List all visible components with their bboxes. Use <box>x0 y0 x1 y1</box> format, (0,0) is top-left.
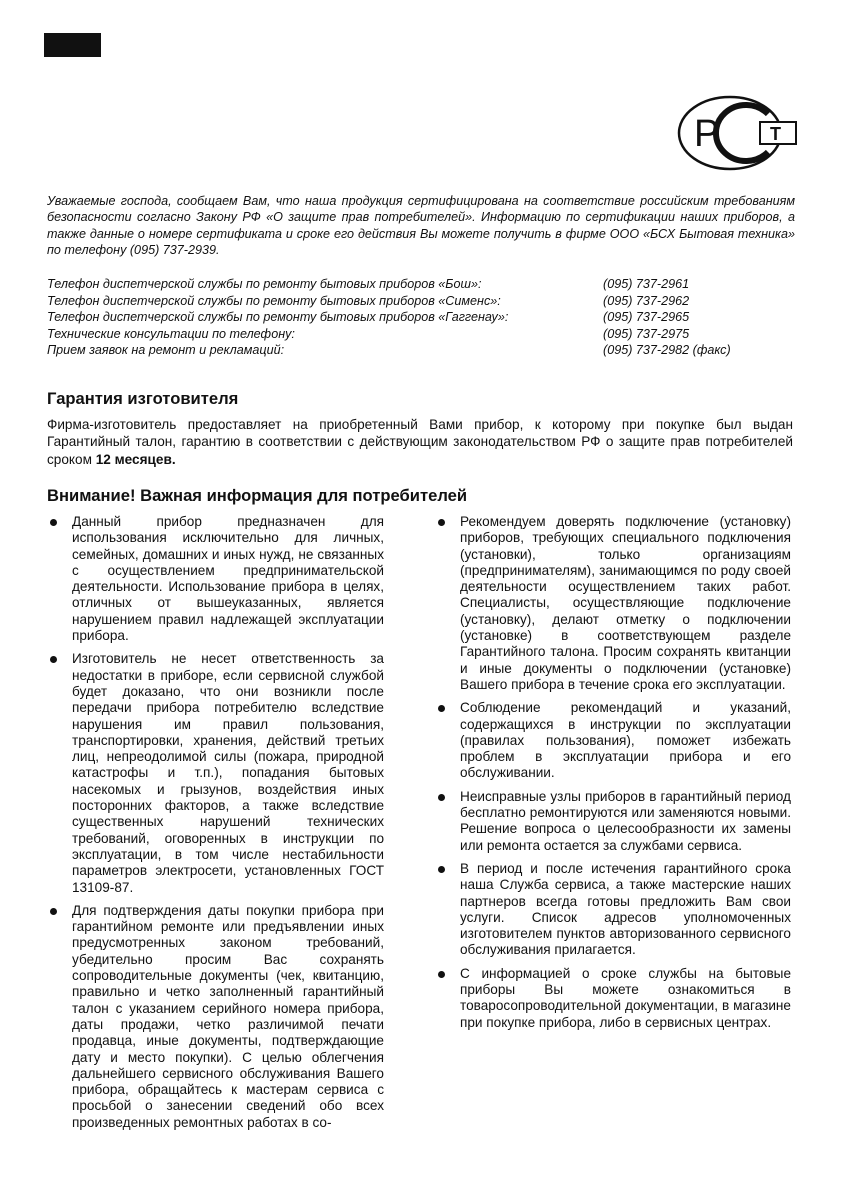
page-marker-tab <box>44 33 101 57</box>
phone-row <box>47 309 795 326</box>
phone-label: Технические консультации по телефону: <box>47 326 295 341</box>
certification-intro: Уважаемые господа, сообщаем Вам, что наша продукция сертифицирована на соответствие российским требованиям безопасности согласно Закону РФ «О защите прав потребителей». Информацию по сертификации наших приборов, а также данные о номере сертификата и сроке его действия Вы можете получить в фирме ООО «БСХ Бытовая техника» по телефону (095) 737-2939. <box>47 194 795 257</box>
phone-row <box>47 342 795 359</box>
list-item: Для подтверждения даты покупки прибора при гарантийном ремонте или предъявлении иных предусмотренных законом требований, убедительно просим Вас сохранять сопроводительные документы (чек, квитанцию, правильно и четко заполненный гарантийный талон с указанием серийного номера прибора, даты продажи, четко различимой печати продавца, иные документы, подтверждающие дату и место покупки). С целью облегчения дальнейшего сервисного обслуживания Вашего прибора, обращайтесь к мастерам сервиса с просьбой о занесении сведений обо всех произведенных ремонтных работах в со- <box>48 903 384 1131</box>
list-item: В период и после истечения гарантийного срока наша Служба сервиса, а также мастерские наших партнеров всегда готовы предложить Вам свои услуги. Список адресов уполномоченных изготовителем пунктов авторизованного сервисного обслуживания прилагается. <box>436 861 791 959</box>
phone-label: Телефон диспетчерской службы по ремонту бытовых приборов «Сименс»: <box>47 293 501 308</box>
rst-certification-mark-icon <box>676 94 800 172</box>
notice-heading: Внимание! Важная информация для потребителей <box>47 486 468 505</box>
phone-number: (095) 737-2975 <box>603 326 690 341</box>
list-item: Данный прибор предназначен для использования исключительно для личных, семейных, домашних и иных нужд, не связанных с осуществлением предпринимательской деятельности. Использование прибора в целях, отличных от вышеуказанных, является нарушением правил надлежащей эксплуатации прибора. <box>48 514 384 644</box>
warranty-body: Фирма-изготовитель предоставляет на приобретенный Вами прибор, к которому при покупке был выдан Гарантийный талон, гарантию в соответствии с действующим законодательством РФ о защите прав потребителей сроком <box>47 417 793 467</box>
notice-right-column <box>436 514 791 1038</box>
phone-row <box>47 293 795 310</box>
list-item: Изготовитель не несет ответственность за недостатки в приборе, если сервисной службой будет доказано, что они возникли после передачи прибора потребителю вследствие нарушения им правил пользования, транспортировки, хранения, действий третьих лиц, непреодолимой силы (пожара, природной катастрофы и т.п.), попадания бытовых насекомых и грызунов, воздействия иных посторонних факторов, а также вследствие существенных нарушений технических требований, оговоренных в инструкции по эксплуатации, в том числе нестабильности параметров электросети, установленных ГОСТ 13109-87. <box>48 651 384 895</box>
phone-row <box>47 276 795 293</box>
phone-label: Прием заявок на ремонт и рекламаций: <box>47 343 285 357</box>
phone-label: Телефон диспетчерской службы по ремонту бытовых приборов «Бош»: <box>47 277 482 291</box>
warranty-term: 12 месяцев. <box>95 451 176 467</box>
phone-number: (095) 737-2961 <box>603 277 690 291</box>
list-item: Соблюдение рекомендаций и указаний, содержащихся в инструкции по эксплуатации (правилах пользования), поможет избежать проблем в эксплуатации прибора и его обслуживании. <box>436 700 791 781</box>
notice-left-column <box>48 514 384 1130</box>
warranty-heading: Гарантия изготовителя <box>47 389 239 408</box>
list-item: Рекомендуем доверять подключение (установку) приборов, требующих специального подключения (установки), только организациям (предпринимателям), занимающимся по роду своей деятельности осуществлением таких работ. Специалисты, осуществляющие подключение (установку), делают отметку о подключении (установке) в соответствующем разделе Гарантийного талона. Просим сохранять квитанции и иные документы о подключении (установке) Вашего прибора в течение срока его эксплуатации. <box>436 514 791 693</box>
list-item: Неисправные узлы приборов в гарантийный период бесплатно ремонтируются или заменяются новыми. Решение вопроса о целесообразности их замены или ремонта остается за службами сервиса. <box>436 789 791 854</box>
logo-letter-r: Р <box>694 113 720 155</box>
logo-letter-t: Т <box>770 124 781 144</box>
list-item: С информацией о сроке службы на бытовые приборы Вы можете ознакомиться в товаросопроводительной документации, в магазине при покупке прибора, либо в сервисных центрах. <box>436 966 791 1031</box>
phone-label: Телефон диспетчерской службы по ремонту бытовых приборов «Гаггенау»: <box>47 310 509 324</box>
phone-row <box>47 326 795 343</box>
phone-number: (095) 737-2965 <box>603 310 690 324</box>
phone-number: (095) 737-2982 (факс) <box>603 343 731 357</box>
service-phone-list <box>47 276 795 359</box>
phone-number: (095) 737-2962 <box>603 293 690 308</box>
warranty-text <box>47 416 793 468</box>
